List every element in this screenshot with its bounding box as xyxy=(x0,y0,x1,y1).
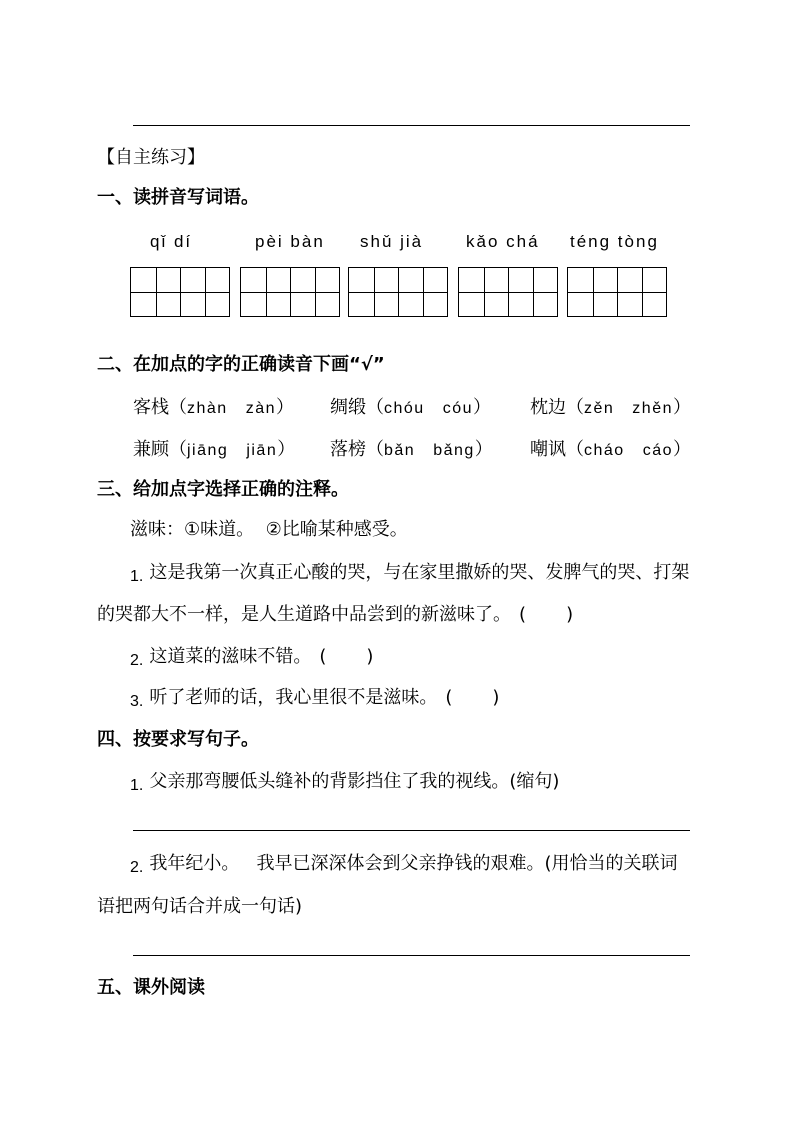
writing-cell xyxy=(290,268,339,316)
sentence-question-2-line-1 xyxy=(130,854,678,875)
item-word: 绸缎 xyxy=(330,397,366,418)
pinyin-option: zhěn xyxy=(632,400,673,417)
pinyin-option: zhàn xyxy=(187,400,228,417)
question-text: 这是我第一次真正心酸的哭，与在家里撒娇的哭、发脾气的哭、打架 xyxy=(149,562,690,583)
section-5-title: 五、课外阅读 xyxy=(97,977,205,998)
pinyin-option: zěn xyxy=(584,400,615,417)
writing-cell xyxy=(459,268,508,316)
section-2-title: 二、在加点的字的正确读音下画“√” xyxy=(97,354,385,375)
answer-blank: ( ) xyxy=(319,646,374,667)
section-4-title: 四、按要求写句子。 xyxy=(97,729,259,750)
reading-item-4 xyxy=(133,440,295,461)
section-3-title: 三、给加点字选择正确的注释。 xyxy=(97,479,349,500)
writing-cell xyxy=(398,268,447,316)
pinyin-1: qǐ dí xyxy=(150,232,193,251)
question-number: 2. xyxy=(130,652,144,669)
writing-grid-2 xyxy=(240,267,340,317)
question-3 xyxy=(130,688,499,709)
pinyin-option: bǎng xyxy=(433,442,475,459)
reading-item-6 xyxy=(530,440,691,461)
answer-blank: ( ) xyxy=(445,687,500,708)
writing-cell xyxy=(131,268,180,316)
writing-cell xyxy=(508,268,557,316)
pinyin-4: kǎo chá xyxy=(466,232,540,251)
pinyin-2: pèi bàn xyxy=(255,232,325,251)
item-word: 兼顾 xyxy=(133,439,169,460)
writing-cell xyxy=(241,268,290,316)
sentence-question-2-line-2: 语把两句话合并成一句话) xyxy=(97,896,303,917)
question-text: 父亲那弯腰低头缝补的背影挡住了我的视线。(缩句) xyxy=(149,771,560,792)
question-number: 1. xyxy=(130,777,144,794)
paren-close: ） xyxy=(276,397,294,418)
question-text: 我年纪小。 我早已深深体会到父亲挣钱的艰难。(用恰当的关联词 xyxy=(149,853,678,874)
answer-blank: ( ) xyxy=(519,604,574,625)
paren-close: ） xyxy=(473,397,491,418)
reading-item-2 xyxy=(330,398,491,419)
item-word: 客栈 xyxy=(133,397,169,418)
question-1-line-2 xyxy=(97,605,573,625)
answer-line xyxy=(133,830,690,831)
paren-open: （ xyxy=(366,439,384,460)
item-word: 落榜 xyxy=(330,439,366,460)
question-2 xyxy=(130,647,373,668)
reading-item-5 xyxy=(330,440,493,461)
writing-cell xyxy=(349,268,398,316)
paren-open: （ xyxy=(169,439,187,460)
answer-line xyxy=(133,955,690,956)
practice-header: 【自主练习】 xyxy=(97,147,205,168)
writing-grid-3 xyxy=(348,267,448,317)
pinyin-option: cóu xyxy=(442,400,473,417)
pinyin-5: téng tòng xyxy=(570,232,659,251)
question-1-line-1 xyxy=(130,563,689,584)
paren-open: （ xyxy=(566,439,584,460)
sentence-question-1 xyxy=(130,772,559,793)
writing-cell xyxy=(568,268,617,316)
paren-close: ） xyxy=(673,439,691,460)
paren-open: （ xyxy=(566,397,584,418)
question-text: 听了老师的话，我心里很不是滋味。 xyxy=(149,687,438,708)
pinyin-3: shǔ jià xyxy=(360,232,424,251)
pinyin-option: jiāng xyxy=(187,442,229,459)
pinyin-option: bǎn xyxy=(384,442,416,459)
question-number: 2. xyxy=(130,859,144,876)
question-number: 1. xyxy=(130,568,144,585)
paren-close: ） xyxy=(474,439,493,460)
question-number: 3. xyxy=(130,693,144,710)
paren-close: ） xyxy=(673,397,691,418)
pinyin-option: jiān xyxy=(246,442,278,459)
writing-grid-1 xyxy=(130,267,230,317)
reading-item-1 xyxy=(133,398,294,419)
reading-item-3 xyxy=(530,398,691,419)
writing-cell xyxy=(617,268,666,316)
item-word: 嘲讽 xyxy=(530,439,566,460)
question-text: 的哭都大不一样，是人生道路中品尝到的新滋味了。 xyxy=(97,604,511,625)
pinyin-option: zàn xyxy=(245,400,276,417)
question-text: 这道菜的滋味不错。 xyxy=(149,646,312,667)
pinyin-option: cháo xyxy=(584,442,625,459)
pinyin-option: cáo xyxy=(642,442,673,459)
writing-grid-5 xyxy=(567,267,667,317)
writing-cell xyxy=(180,268,229,316)
answer-line xyxy=(133,125,690,126)
paren-open: （ xyxy=(169,397,187,418)
pinyin-option: chóu xyxy=(384,400,425,417)
writing-grid-4 xyxy=(458,267,558,317)
paren-close: ） xyxy=(277,439,296,460)
item-word: 枕边 xyxy=(530,397,566,418)
paren-open: （ xyxy=(366,397,384,418)
word-definition: 滋味：①味道。 ②比喻某种感受。 xyxy=(130,519,408,540)
section-1-title: 一、读拼音写词语。 xyxy=(97,187,259,208)
